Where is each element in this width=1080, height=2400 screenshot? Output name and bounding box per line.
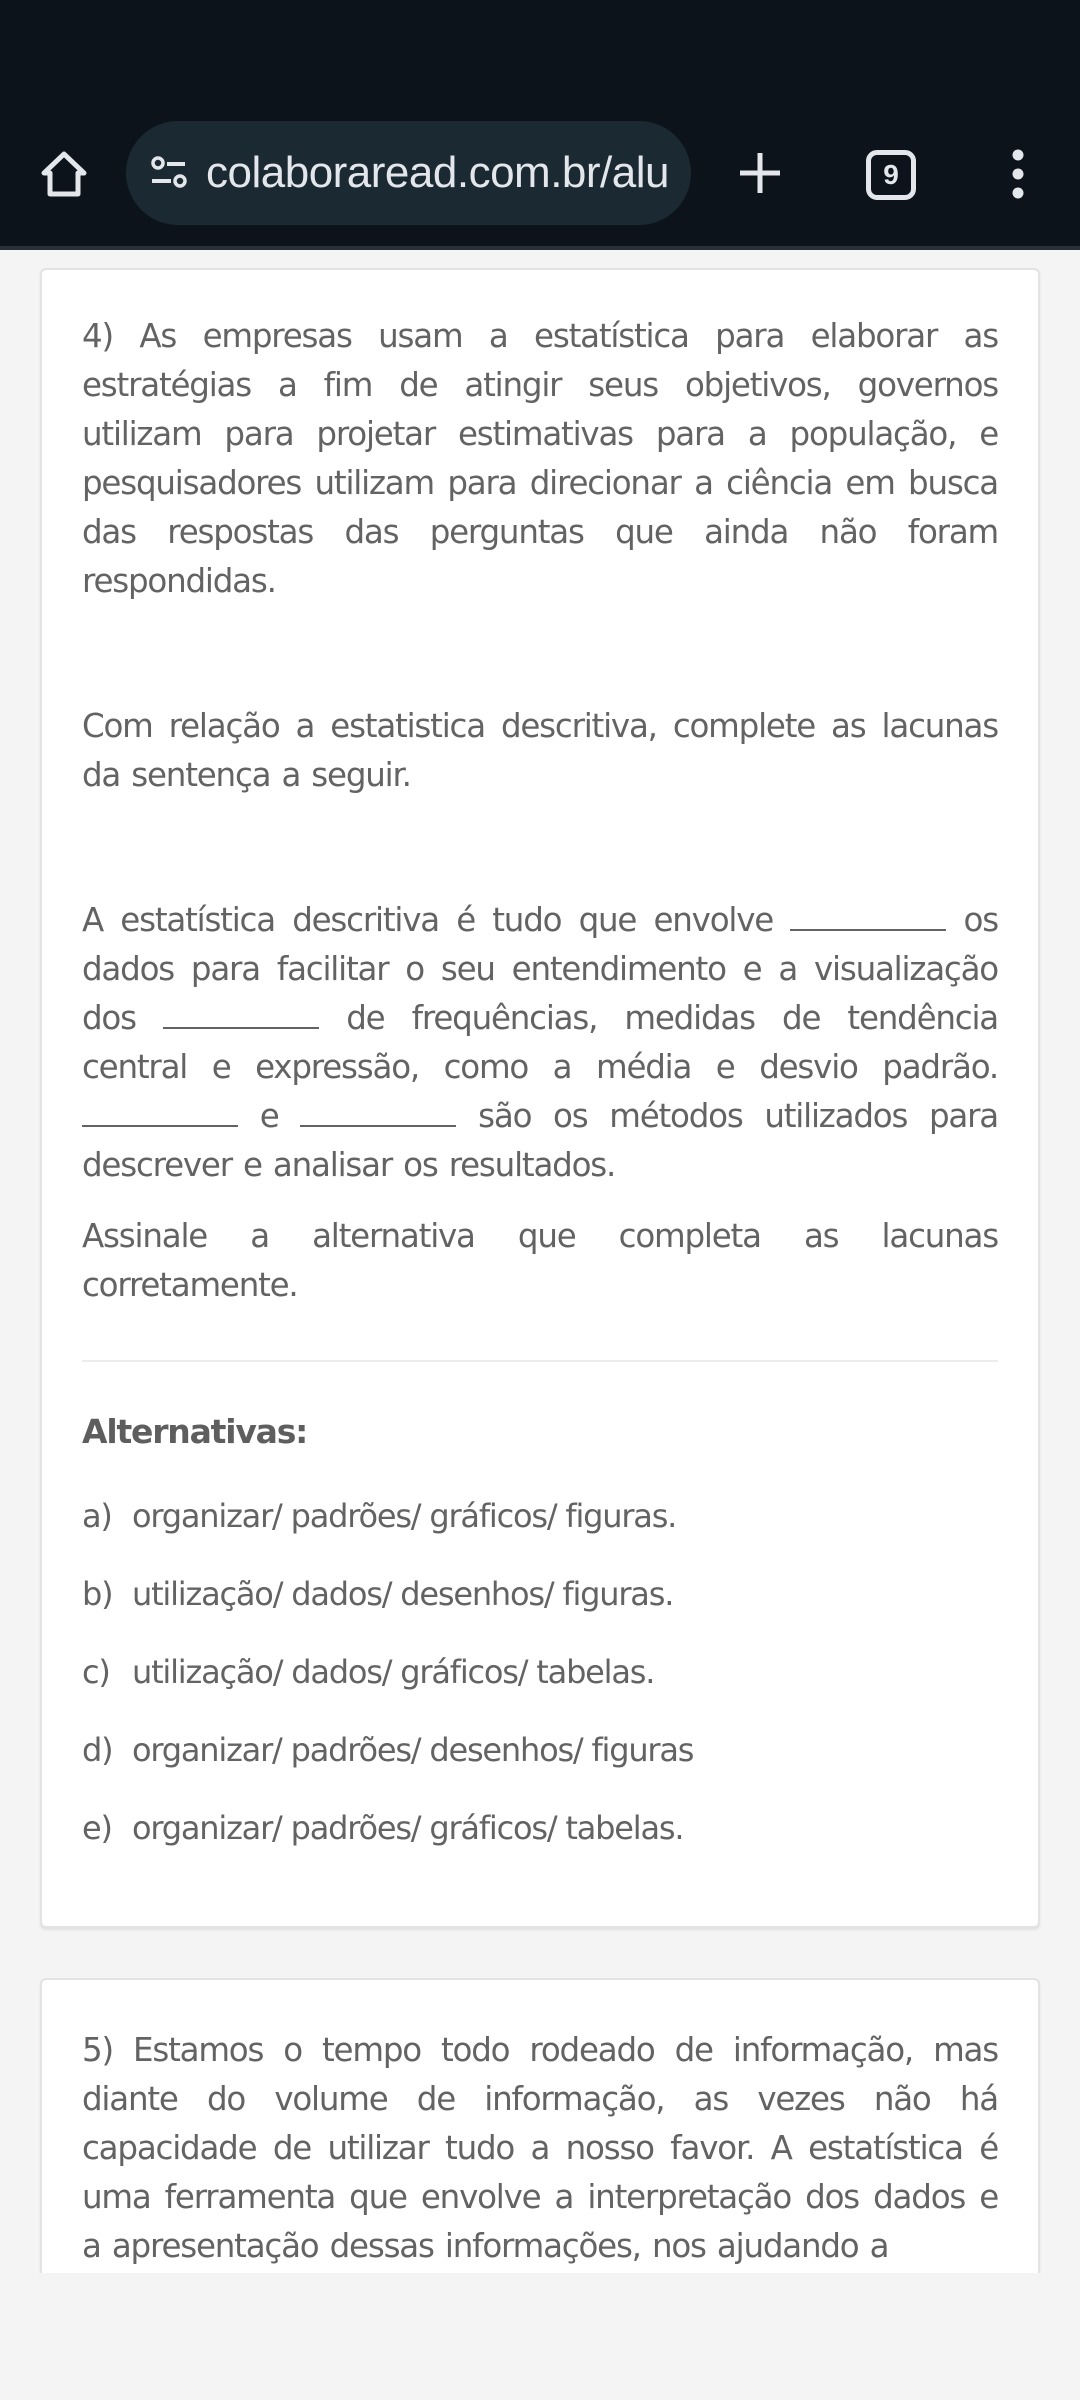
page-content[interactable]: [0, 250, 1080, 2273]
alternative-text: utilização/ dados/ desenhos/ figuras.: [132, 1575, 674, 1613]
empty-bottom-area: [0, 2273, 1080, 2400]
alternative-letter: a): [82, 1497, 112, 1535]
tab-count: 9: [883, 159, 899, 190]
alternative-a[interactable]: [82, 1475, 998, 1553]
alternative-text: utilização/ dados/ gráficos/ tabelas.: [132, 1653, 655, 1691]
question-statement: 5) Estamos o tempo todo rodeado de informação, mas diante do volume de informação, as vezes não há capacidade de utilizar tudo a nosso favor. A estatística é uma ferramenta que envolve a interpretação dos dados e a apresentação dessas informações, nos ajudando a: [82, 2031, 998, 2265]
blank-2: [163, 999, 319, 1029]
alternative-b[interactable]: [82, 1553, 998, 1631]
alternative-text: organizar/ padrões/ gráficos/ figuras.: [132, 1497, 677, 1535]
question-card-5: [40, 1978, 1040, 2273]
new-tab-button[interactable]: [730, 142, 790, 204]
tab-switcher-button[interactable]: [866, 150, 916, 200]
sentence-text: A estatística descritiva é tudo que envolve: [82, 901, 791, 939]
status-bar: [0, 0, 1080, 120]
question-prompt: Assinale a alternativa que completa as lacunas corretamente.: [82, 1217, 998, 1304]
more-vert-icon: [1010, 149, 1026, 199]
blank-1: [790, 901, 946, 931]
alternatives-heading: Alternativas:: [82, 1412, 308, 1451]
home-icon: [39, 149, 89, 199]
alternative-letter: e): [82, 1809, 112, 1847]
alternative-text: organizar/ padrões/ desenhos/ figuras: [132, 1731, 694, 1769]
alternative-letter: b): [82, 1575, 113, 1613]
alternative-c[interactable]: [82, 1631, 998, 1709]
alternative-letter: d): [82, 1731, 113, 1769]
sentence-text: são os métodos utilizados para descrever e analisar os resultados.: [82, 1097, 999, 1184]
alternative-text: organizar/ padrões/ gráficos/ tabelas.: [132, 1809, 684, 1847]
question-card-4: [40, 268, 1040, 1928]
sentence-text: e: [238, 1097, 301, 1135]
alternative-d[interactable]: [82, 1709, 998, 1787]
plus-icon: [737, 150, 783, 196]
sentence-text: os dados para facilitar o seu entendimento e a visualização dos: [82, 901, 998, 1037]
address-bar[interactable]: [126, 121, 691, 225]
alternatives-list: [82, 1475, 998, 1865]
sentence-text: de frequências, medidas de tendência central e expressão, como a média e desvio padrão.: [82, 999, 998, 1086]
blank-3: [82, 1097, 238, 1127]
question-statement: 4) As empresas usam a estatística para elaborar as estratégias a fim de atingir seus objetivos, governos utilizam para projetar estimativas para a população, e pesquisadores utilizam para direcionar a ciência em busca das respostas das perguntas que ainda não foram respondidas.: [82, 317, 998, 600]
fill-in-sentence: [82, 896, 998, 1190]
divider: [82, 1360, 998, 1362]
question-instruction: Com relação a estatistica descritiva, complete as lacunas da sentença a seguir.: [82, 707, 998, 794]
alternative-e[interactable]: [82, 1787, 998, 1865]
url-text[interactable]: colaboraread.com.br/alu: [206, 148, 669, 197]
tune-icon[interactable]: [146, 150, 192, 196]
blank-4: [300, 1097, 456, 1127]
more-menu-button[interactable]: [1000, 146, 1036, 202]
alternative-letter: c): [82, 1653, 110, 1691]
home-button[interactable]: [34, 144, 94, 204]
